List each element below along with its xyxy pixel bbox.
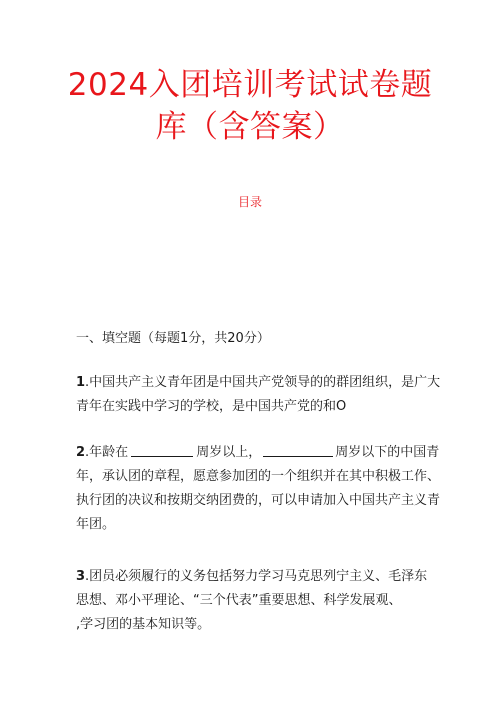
question-number: 2 <box>76 445 86 460</box>
question-3-line-2: 思想、邓小平理论、“三个代表”重要思想、科学发展观、 <box>76 593 402 608</box>
question-1 <box>76 371 441 419</box>
question-2-line-2: 年，承认团的章程，愿意参加团的一个组织并在其中积极工作、 <box>76 469 441 484</box>
answer-blank[interactable] <box>263 442 333 457</box>
question-1-line-2: 青年在实践中学习的学校，是中国共产党的和O <box>76 399 347 414</box>
question-text: .年龄在 <box>85 445 129 460</box>
section-heading: 一、填空题（每题1分，共20分） <box>76 331 270 346</box>
question-2-line-1 <box>76 441 440 465</box>
question-text: 周岁以上， <box>196 445 262 460</box>
question-3-line-1 <box>76 565 436 589</box>
question-number: 1 <box>76 375 86 390</box>
question-2 <box>76 441 441 537</box>
question-2-line-3: 执行团的决议和按期交纳团费的，可以申请加入中国共产主义青 <box>76 493 441 508</box>
question-number: 3 <box>76 569 86 584</box>
question-text: .团员必须履行的义务包括努力学习马克思列宁主义、毛泽东 <box>85 569 428 584</box>
document-title-line-1: 2024入团培训考试试卷题 <box>67 67 433 103</box>
document-title-line-2: 库（含答案） <box>155 109 345 145</box>
question-text: 周岁以下的中国青 <box>335 445 440 460</box>
question-text: .中国共产主义青年团是中国共产党领导的的群团组织，是广大 <box>85 375 441 390</box>
answer-blank[interactable] <box>131 442 193 457</box>
question-2-line-4: 年团。 <box>76 517 116 532</box>
question-3-line-3: ,学习团的基本知识等。 <box>76 617 211 632</box>
question-1-line-1 <box>76 371 441 395</box>
table-of-contents-link[interactable]: 目录 <box>237 195 262 209</box>
question-3 <box>76 565 436 637</box>
